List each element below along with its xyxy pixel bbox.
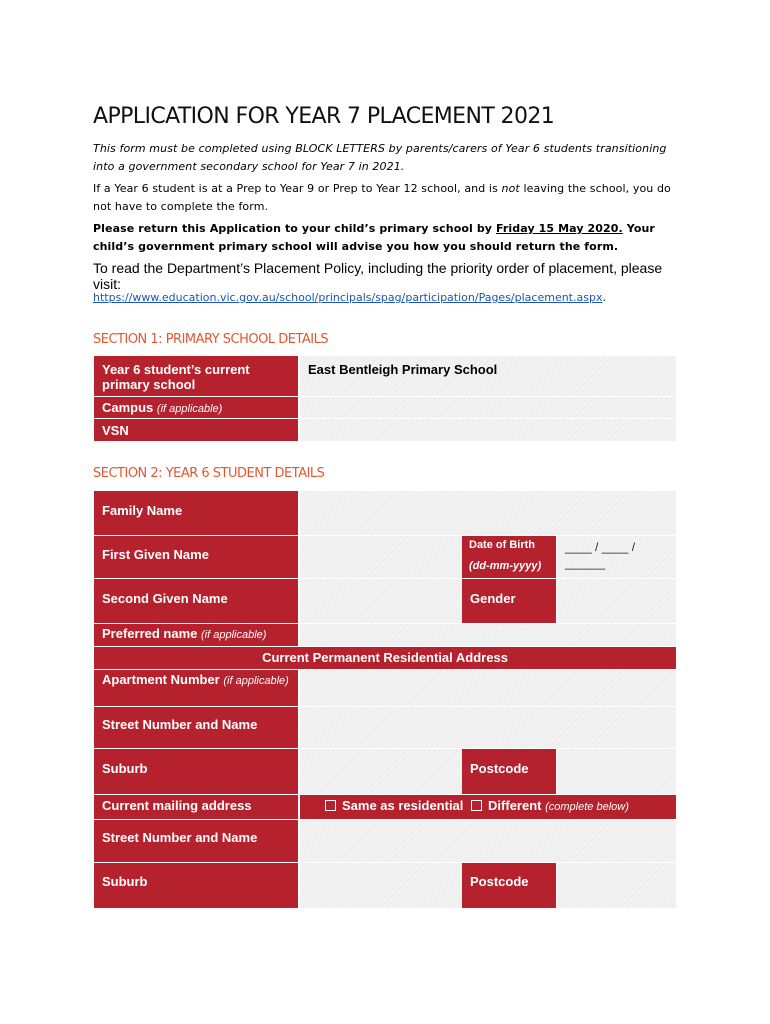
same-as-residential-option[interactable]: Same as residential: [325, 798, 463, 813]
first-given-name-label: First Given Name: [94, 536, 298, 578]
different-checkbox[interactable]: [471, 800, 482, 811]
dob-blank: ____ / ____ / ______: [565, 540, 636, 570]
intro-policy-text: To read the Department’s Placement Policy, including the priority order of placement, please visit:: [93, 260, 663, 292]
current-school-field[interactable]: East Bentleigh Primary School: [300, 356, 676, 396]
second-given-name-label: Second Given Name: [94, 579, 298, 623]
intro-instructions: This form must be completed using BLOCK LETTERS by parents/carers of Year 6 students transitioning into a government secondary school for Year 7 in 2021.: [93, 142, 667, 173]
second-given-name-field[interactable]: [300, 579, 462, 623]
vsn-label: VSN: [94, 419, 298, 441]
preferred-name-field[interactable]: [300, 624, 676, 646]
street-label: Street Number and Name: [94, 707, 298, 748]
residential-address-header: Current Permanent Residential Address: [94, 647, 676, 669]
mailing-address-options: [300, 795, 676, 819]
current-school-label: Year 6 student’s current primary school: [94, 356, 298, 396]
mailing-address-label: Current mailing address: [94, 795, 298, 819]
mailing-street-field[interactable]: [300, 820, 676, 862]
mailing-postcode-label: Postcode: [462, 863, 556, 908]
dob-label: Date of Birth: [469, 539, 535, 551]
suburb-label: Suburb: [94, 749, 298, 794]
apartment-field[interactable]: [300, 670, 676, 706]
intro-return-deadline: Please return this Application to your child’s primary school by Friday 15 May 2020. Your child’s government primary school will advise you how you should return the form.: [93, 222, 655, 253]
campus-field[interactable]: [300, 397, 676, 418]
first-given-name-field[interactable]: [300, 536, 462, 578]
vsn-field[interactable]: [300, 419, 676, 441]
preferred-name-label: Preferred name (if applicable): [94, 624, 298, 646]
family-name-field[interactable]: [300, 491, 676, 535]
policy-link-line: https://www.education.vic.gov.au/school/principals/spag/participation/Pages/placement.aspx.: [93, 291, 606, 304]
apartment-label: Apartment Number (if applicable): [94, 670, 298, 706]
dob-format: (dd-mm-yyyy): [469, 560, 542, 572]
street-field[interactable]: [300, 707, 676, 748]
same-as-residential-checkbox[interactable]: [325, 800, 336, 811]
gender-label: Gender: [462, 579, 556, 623]
placement-policy-link[interactable]: https://www.education.vic.gov.au/school/principals/spag/participation/Pages/placement.aspx: [93, 291, 603, 304]
section2-heading: SECTION 2: YEAR 6 STUDENT DETAILS: [93, 466, 325, 481]
page-title: APPLICATION FOR YEAR 7 PLACEMENT 2021: [93, 104, 555, 129]
different-option[interactable]: Different (complete below): [471, 798, 629, 813]
mailing-street-label: Street Number and Name: [94, 820, 298, 862]
suburb-field[interactable]: [300, 749, 462, 794]
postcode-field[interactable]: [557, 749, 676, 794]
mailing-suburb-label: Suburb: [94, 863, 298, 908]
section1-heading: SECTION 1: PRIMARY SCHOOL DETAILS: [93, 332, 329, 347]
dob-label-cell: [462, 536, 556, 578]
mailing-postcode-field[interactable]: [557, 863, 676, 908]
dob-field[interactable]: [557, 536, 676, 578]
postcode-label: Postcode: [462, 749, 556, 794]
gender-field[interactable]: [557, 579, 676, 623]
mailing-suburb-field[interactable]: [300, 863, 462, 908]
family-name-label: Family Name: [94, 491, 298, 535]
campus-label: Campus (if applicable): [94, 397, 298, 418]
intro-exemption: If a Year 6 student is at a Prep to Year 9 or Prep to Year 12 school, and is not leaving the school, you do not have to complete the form.: [93, 182, 671, 213]
